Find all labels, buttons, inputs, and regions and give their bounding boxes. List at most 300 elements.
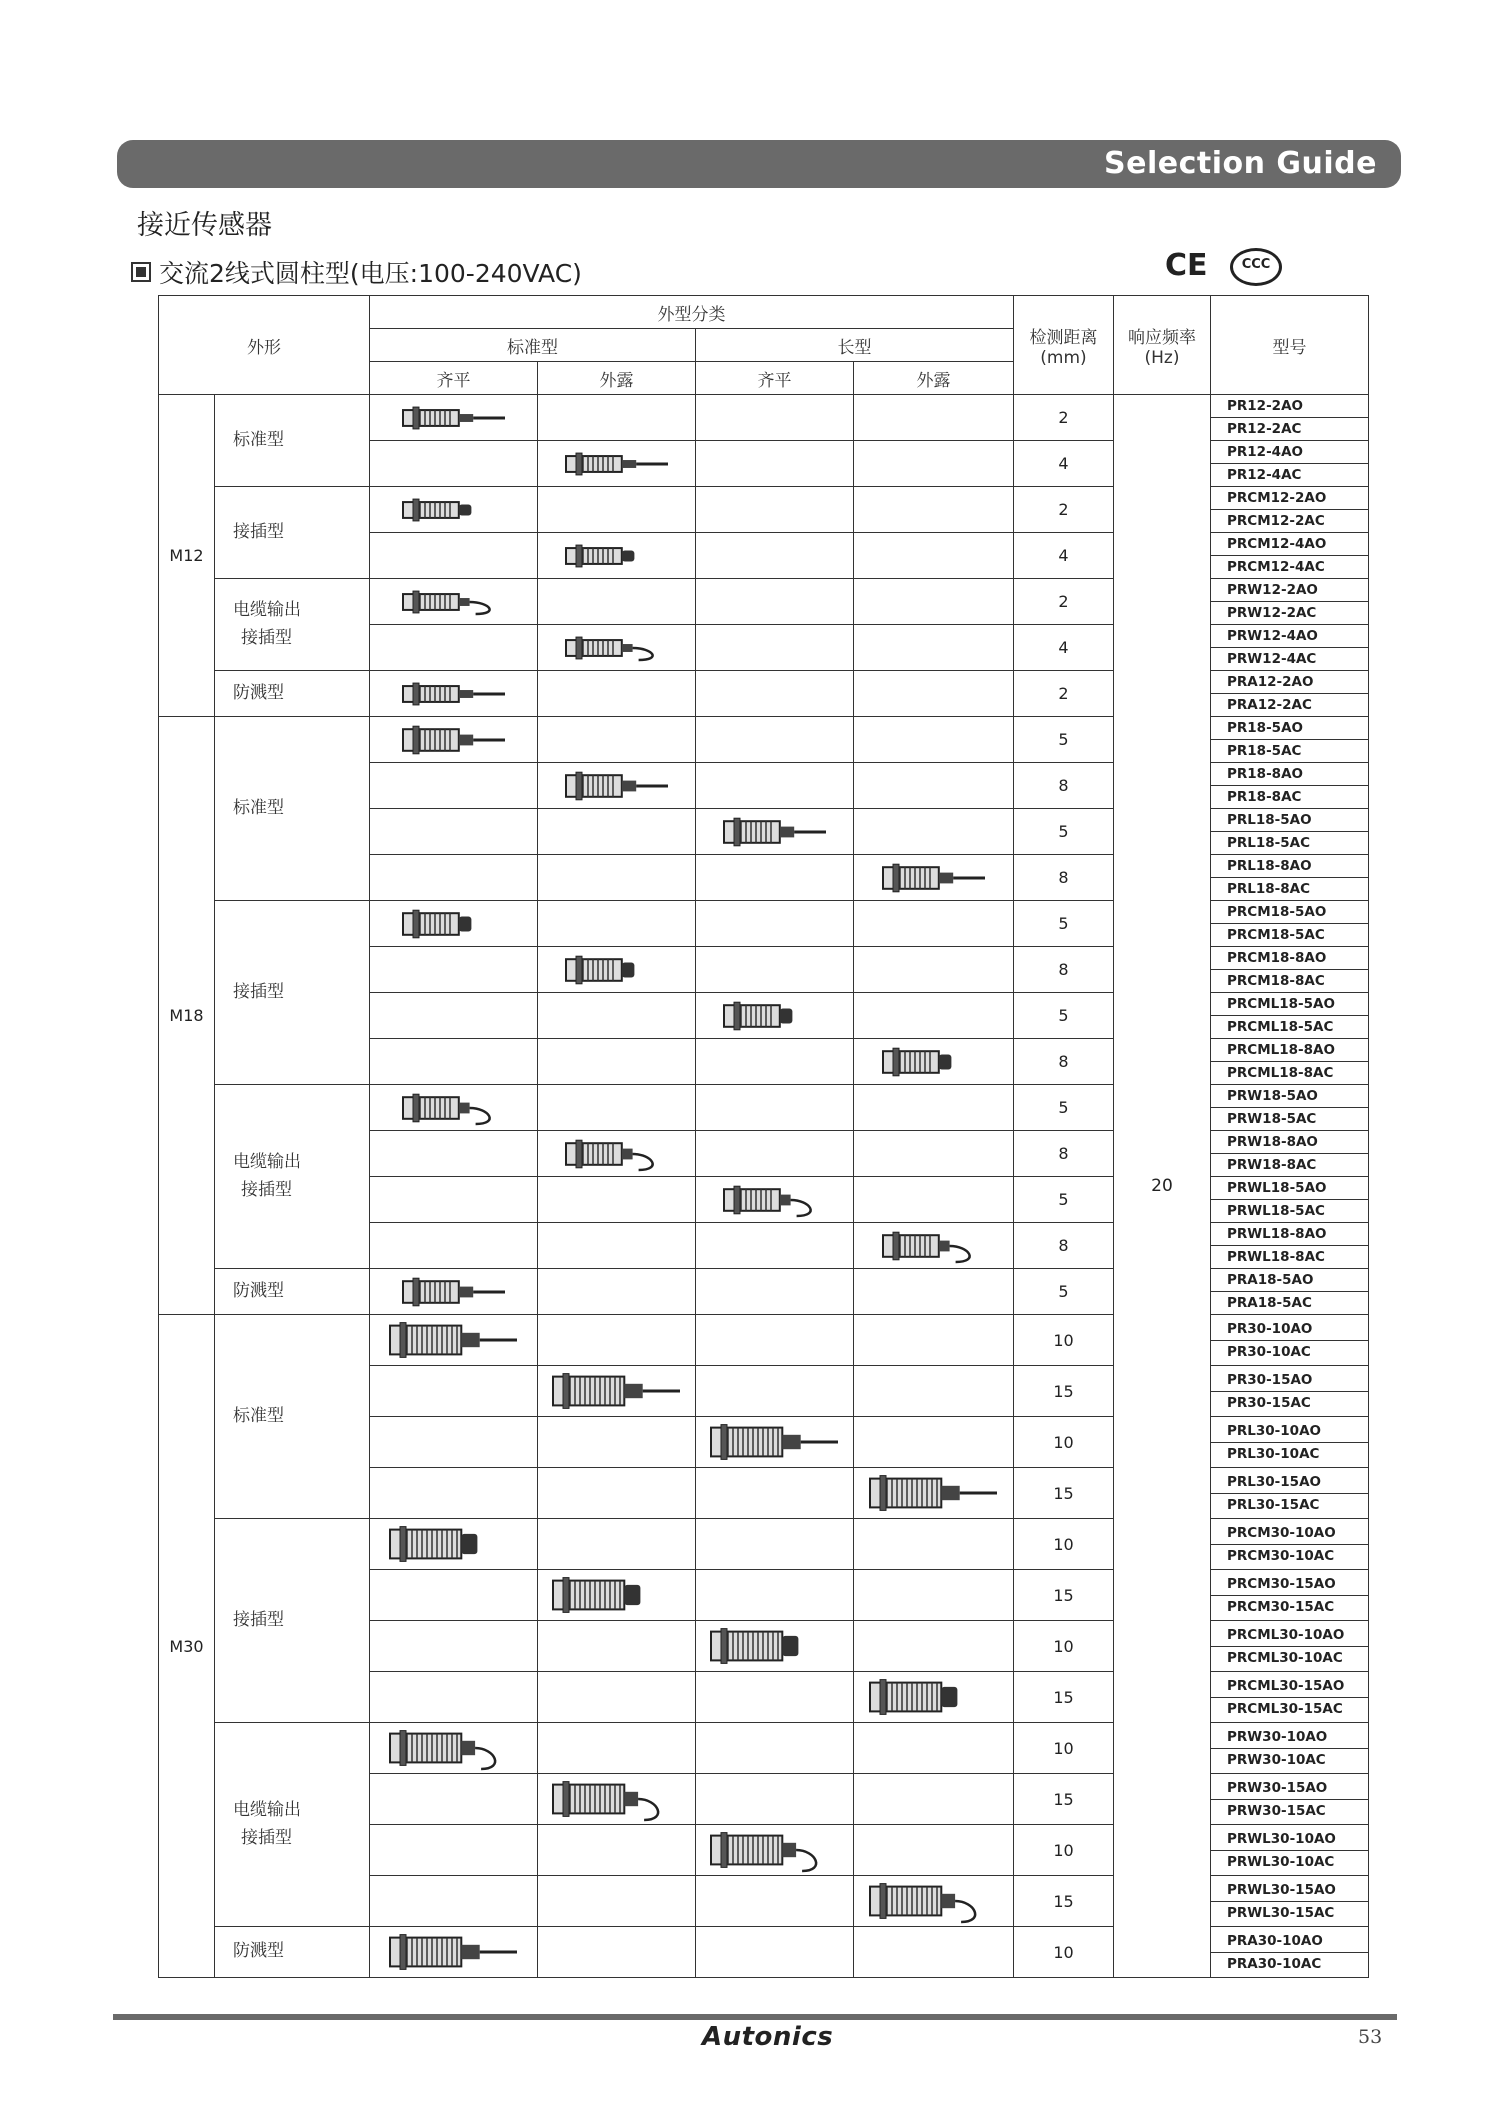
distance-value: 5 (1014, 993, 1114, 1039)
distance-value: 10 (1014, 1927, 1114, 1978)
distance-value: 10 (1014, 1825, 1114, 1876)
size-label: M18 (159, 717, 215, 1315)
model-ac: PRCML30-10AC (1227, 1649, 1343, 1666)
model-ac: PRCM30-10AC (1227, 1547, 1335, 1564)
empty-cell (854, 1570, 1014, 1621)
sensor-image (720, 996, 830, 1036)
empty-cell (854, 947, 1014, 993)
model-ac: PRWL30-15AC (1227, 1904, 1335, 1921)
model-ao: PRW30-10AO (1211, 1726, 1368, 1749)
model-ao: PRA18-5AO (1211, 1269, 1368, 1292)
empty-cell (696, 1223, 854, 1269)
category-label-line2: 接插型 (241, 627, 292, 648)
empty-cell (854, 1315, 1014, 1366)
distance-value: 10 (1014, 1315, 1114, 1366)
empty-cell (538, 855, 696, 901)
empty-cell (370, 993, 538, 1039)
header-long: 长型 (696, 329, 1014, 362)
model-ao: PRCM30-15AO (1211, 1573, 1368, 1596)
distance-value: 2 (1014, 487, 1114, 533)
sensor-image (562, 950, 672, 990)
model-ao: PR18-5AO (1211, 717, 1368, 740)
model-ao: PRCM18-5AO (1211, 901, 1368, 924)
distance-value: 5 (1014, 1269, 1114, 1315)
model-cell (1211, 717, 1369, 763)
empty-cell (696, 1927, 854, 1978)
model-ao: PRL30-15AO (1211, 1471, 1368, 1494)
distance-value: 5 (1014, 901, 1114, 947)
empty-cell (696, 1723, 854, 1774)
model-cell (1211, 1366, 1369, 1417)
distance-value: 5 (1014, 1177, 1114, 1223)
model-ac: PRW12-2AC (1227, 605, 1317, 621)
distance-value: 5 (1014, 1085, 1114, 1131)
empty-cell (854, 1927, 1014, 1978)
category-label-line1: 电缆输出 (233, 1800, 301, 1821)
sensor-cell (370, 579, 538, 625)
model-cell (1211, 1570, 1369, 1621)
sensor-cell (538, 441, 696, 487)
model-ac: PR12-4AC (1227, 467, 1302, 483)
empty-cell (696, 1039, 854, 1085)
sensor-image (399, 720, 509, 760)
model-ac: PRL18-5AC (1227, 835, 1311, 851)
empty-cell (854, 1519, 1014, 1570)
sensor-cell (854, 1876, 1014, 1927)
sensor-cell (696, 1177, 854, 1223)
sensor-cell (538, 533, 696, 579)
distance-value: 5 (1014, 809, 1114, 855)
empty-cell (370, 1223, 538, 1269)
distance-value: 15 (1014, 1876, 1114, 1927)
empty-cell (854, 763, 1014, 809)
brand-logo: Autonics (702, 2022, 834, 2052)
model-cell (1211, 625, 1369, 671)
model-ao: PRW12-2AO (1211, 579, 1368, 602)
table-row (159, 395, 1369, 441)
header-frequency-label: 响应频率 (1128, 327, 1196, 348)
empty-cell (370, 763, 538, 809)
model-cell (1211, 533, 1369, 579)
sensor-cell (538, 947, 696, 993)
sensor-image (866, 1468, 1001, 1518)
empty-cell (854, 579, 1014, 625)
empty-cell (854, 717, 1014, 763)
empty-cell (370, 1039, 538, 1085)
model-ac: PRCM30-15AC (1227, 1598, 1335, 1615)
empty-cell (538, 671, 696, 717)
header-shape: 外形 (159, 296, 370, 395)
sensor-image (549, 1366, 684, 1416)
sensor-cell (854, 1672, 1014, 1723)
sensor-image (707, 1621, 842, 1671)
category-label-line2: 接插型 (241, 1827, 292, 1848)
empty-cell (370, 625, 538, 671)
empty-cell (696, 1315, 854, 1366)
header-classification: 外型分类 (370, 296, 1014, 329)
empty-cell (538, 1876, 696, 1927)
empty-cell (538, 487, 696, 533)
model-ao: PRCM12-2AO (1211, 487, 1368, 510)
model-ac: PRWL18-8AC (1227, 1249, 1325, 1265)
model-ac: PRCML30-15AC (1227, 1700, 1343, 1717)
empty-cell (696, 487, 854, 533)
distance-value: 8 (1014, 947, 1114, 993)
model-cell (1211, 947, 1369, 993)
empty-cell (696, 763, 854, 809)
sensor-cell (538, 1570, 696, 1621)
section-heading-text: 交流2线式圆柱型(电压:100-240VAC) (159, 259, 582, 288)
empty-cell (696, 625, 854, 671)
empty-cell (538, 1269, 696, 1315)
model-ac: PRCM18-8AC (1227, 973, 1325, 989)
header-standard: 标准型 (370, 329, 696, 362)
sensor-image (386, 1927, 521, 1977)
page-number: 53 (1358, 2026, 1383, 2048)
model-ac: PR30-10AC (1227, 1343, 1311, 1360)
model-ao: PRA12-2AO (1211, 671, 1368, 694)
empty-cell (538, 809, 696, 855)
sensor-cell (370, 1315, 538, 1366)
model-ac: PRL18-8AC (1227, 881, 1311, 897)
ccc-mark-icon: CCC (1230, 248, 1282, 286)
distance-value: 15 (1014, 1774, 1114, 1825)
model-cell (1211, 809, 1369, 855)
model-ac: PRW18-8AC (1227, 1157, 1317, 1173)
empty-cell (696, 1672, 854, 1723)
model-ao: PR18-8AO (1211, 763, 1368, 786)
empty-cell (370, 1468, 538, 1519)
model-cell (1211, 1039, 1369, 1085)
sensor-image (386, 1519, 521, 1569)
empty-cell (538, 1825, 696, 1876)
model-ac: PRCML18-8AC (1227, 1065, 1334, 1081)
distance-value: 4 (1014, 441, 1114, 487)
empty-cell (696, 1876, 854, 1927)
square-bullet-icon (131, 262, 151, 282)
empty-cell (370, 1825, 538, 1876)
model-cell (1211, 1468, 1369, 1519)
empty-cell (538, 579, 696, 625)
header-frequency (1114, 296, 1211, 395)
category-explosion: 防溅型 (215, 671, 370, 717)
category-cable-connector (215, 1085, 370, 1269)
empty-cell (854, 487, 1014, 533)
model-ao: PRWL30-15AO (1211, 1879, 1368, 1902)
model-ao: PR12-2AO (1211, 395, 1368, 418)
model-cell (1211, 1131, 1369, 1177)
model-ac: PRWL30-10AC (1227, 1853, 1335, 1870)
model-ac: PRA18-5AC (1227, 1295, 1312, 1311)
model-ac: PRCM12-4AC (1227, 559, 1325, 575)
model-ao: PRWL18-5AO (1211, 1177, 1368, 1200)
size-label: M12 (159, 395, 215, 717)
model-ac: PRCM18-5AC (1227, 927, 1325, 943)
header-standard-flush: 齐平 (370, 362, 538, 395)
model-cell (1211, 1223, 1369, 1269)
distance-value: 8 (1014, 855, 1114, 901)
sensor-cell (370, 901, 538, 947)
section-heading (131, 254, 582, 290)
sensor-cell (854, 1468, 1014, 1519)
empty-cell (854, 1366, 1014, 1417)
empty-cell (854, 625, 1014, 671)
model-ao: PRCM12-4AO (1211, 533, 1368, 556)
sensor-cell (370, 717, 538, 763)
category-label-line2: 接插型 (241, 1179, 292, 1200)
sensor-image (720, 812, 830, 852)
model-cell (1211, 855, 1369, 901)
model-cell (1211, 1315, 1369, 1366)
model-cell (1211, 671, 1369, 717)
distance-value: 15 (1014, 1468, 1114, 1519)
empty-cell (854, 1085, 1014, 1131)
sensor-image (720, 1180, 830, 1220)
sensor-cell (370, 487, 538, 533)
header-long-nonflush: 外露 (854, 362, 1014, 395)
empty-cell (538, 1519, 696, 1570)
model-ac: PRW12-4AC (1227, 651, 1317, 667)
frequency-value: 20 (1114, 395, 1211, 1978)
sensor-image (399, 1088, 509, 1128)
sensor-cell (696, 1417, 854, 1468)
empty-cell (854, 1774, 1014, 1825)
empty-cell (370, 1131, 538, 1177)
sensor-image (866, 1876, 1001, 1926)
empty-cell (370, 441, 538, 487)
model-ao: PRW18-8AO (1211, 1131, 1368, 1154)
model-cell (1211, 1774, 1369, 1825)
sensor-cell (854, 855, 1014, 901)
category-label-line1: 电缆输出 (233, 1152, 301, 1173)
empty-cell (370, 855, 538, 901)
empty-cell (370, 1621, 538, 1672)
empty-cell (854, 993, 1014, 1039)
model-ao: PRL18-8AO (1211, 855, 1368, 878)
header-distance-label: 检测距离 (1029, 327, 1098, 348)
model-ao: PRW18-5AO (1211, 1085, 1368, 1108)
model-cell (1211, 1519, 1369, 1570)
empty-cell (538, 1315, 696, 1366)
model-cell (1211, 1723, 1369, 1774)
empty-cell (696, 671, 854, 717)
empty-cell (696, 395, 854, 441)
distance-value: 2 (1014, 671, 1114, 717)
distance-value: 10 (1014, 1417, 1114, 1468)
model-cell (1211, 579, 1369, 625)
empty-cell (696, 947, 854, 993)
model-ao: PRA30-10AO (1211, 1930, 1368, 1953)
sensor-image (399, 678, 509, 710)
sensor-cell (854, 1223, 1014, 1269)
model-ao: PR30-15AO (1211, 1369, 1368, 1392)
model-ac: PR18-5AC (1227, 743, 1302, 759)
empty-cell (854, 1269, 1014, 1315)
sensor-image (386, 1315, 521, 1365)
category-standard: 标准型 (215, 395, 370, 487)
size-label: M30 (159, 1315, 215, 1978)
distance-value: 15 (1014, 1672, 1114, 1723)
ce-mark-icon: CE (1165, 248, 1208, 283)
model-ao: PRL30-10AO (1211, 1420, 1368, 1443)
model-cell (1211, 1269, 1369, 1315)
model-ac: PRL30-10AC (1227, 1445, 1320, 1462)
model-ac: PR18-8AC (1227, 789, 1302, 805)
header-long-flush: 齐平 (696, 362, 854, 395)
distance-value: 2 (1014, 579, 1114, 625)
model-ao: PRWL30-10AO (1211, 1828, 1368, 1851)
sensor-image (399, 904, 509, 944)
sensor-cell (854, 1039, 1014, 1085)
sensor-cell (370, 1085, 538, 1131)
empty-cell (696, 1570, 854, 1621)
empty-cell (370, 1774, 538, 1825)
category-connector: 接插型 (215, 1519, 370, 1723)
model-ac: PRL30-15AC (1227, 1496, 1320, 1513)
sensor-image (562, 1134, 672, 1174)
sensor-cell (370, 1519, 538, 1570)
sensor-cell (696, 1621, 854, 1672)
empty-cell (696, 1085, 854, 1131)
model-cell (1211, 1621, 1369, 1672)
empty-cell (538, 1468, 696, 1519)
empty-cell (854, 441, 1014, 487)
model-ac: PR12-2AC (1227, 421, 1302, 437)
empty-cell (370, 1876, 538, 1927)
selection-table (158, 295, 1369, 1978)
empty-cell (370, 809, 538, 855)
empty-cell (538, 1223, 696, 1269)
model-ao: PRCML18-5AO (1211, 993, 1368, 1016)
empty-cell (854, 1723, 1014, 1774)
empty-cell (538, 1672, 696, 1723)
model-cell (1211, 1825, 1369, 1876)
empty-cell (854, 1177, 1014, 1223)
sensor-image (399, 402, 509, 434)
distance-value: 8 (1014, 1223, 1114, 1269)
sensor-cell (696, 1825, 854, 1876)
empty-cell (538, 1417, 696, 1468)
model-cell (1211, 487, 1369, 533)
empty-cell (370, 1366, 538, 1417)
model-ao: PRWL18-8AO (1211, 1223, 1368, 1246)
sensor-image (562, 632, 672, 664)
model-ao: PR30-10AO (1211, 1318, 1368, 1341)
model-cell (1211, 441, 1369, 487)
sensor-image (562, 540, 672, 572)
sensor-cell (538, 1131, 696, 1177)
model-ac: PRW30-10AC (1227, 1751, 1326, 1768)
empty-cell (696, 717, 854, 763)
sensor-cell (538, 763, 696, 809)
empty-cell (370, 1177, 538, 1223)
empty-cell (854, 1131, 1014, 1177)
model-ac: PRCM12-2AC (1227, 513, 1325, 529)
empty-cell (854, 809, 1014, 855)
empty-cell (854, 395, 1014, 441)
model-ao: PRCML30-15AO (1211, 1675, 1368, 1698)
empty-cell (538, 1621, 696, 1672)
model-cell (1211, 1085, 1369, 1131)
model-ao: PRCML30-10AO (1211, 1624, 1368, 1647)
header-model: 型号 (1211, 296, 1369, 395)
category-standard: 标准型 (215, 717, 370, 901)
empty-cell (370, 533, 538, 579)
empty-cell (370, 1672, 538, 1723)
sensor-image (879, 1226, 989, 1266)
empty-cell (370, 1417, 538, 1468)
distance-value: 10 (1014, 1621, 1114, 1672)
sensor-image (879, 858, 989, 898)
model-ao: PRW12-4AO (1211, 625, 1368, 648)
sensor-image (399, 494, 509, 526)
category-cable-connector (215, 579, 370, 671)
distance-value: 15 (1014, 1570, 1114, 1621)
sensor-image (549, 1570, 684, 1620)
model-ac: PRCML18-5AC (1227, 1019, 1334, 1035)
sensor-cell (370, 1269, 538, 1315)
model-cell (1211, 1177, 1369, 1223)
model-ao: PRCML18-8AO (1211, 1039, 1368, 1062)
model-ac: PRA12-2AC (1227, 697, 1312, 713)
sensor-image (707, 1417, 842, 1467)
category-connector: 接插型 (215, 901, 370, 1085)
category-explosion: 防溅型 (215, 1269, 370, 1315)
model-cell (1211, 1927, 1369, 1978)
selection-guide-banner (117, 140, 1401, 188)
empty-cell (538, 1039, 696, 1085)
empty-cell (696, 1468, 854, 1519)
model-cell (1211, 763, 1369, 809)
empty-cell (854, 1825, 1014, 1876)
model-ao: PRL18-5AO (1211, 809, 1368, 832)
empty-cell (696, 1131, 854, 1177)
model-ao: PRW30-15AO (1211, 1777, 1368, 1800)
empty-cell (538, 395, 696, 441)
empty-cell (696, 901, 854, 947)
sensor-image (879, 1042, 989, 1082)
category-label-line1: 电缆输出 (233, 600, 301, 621)
page-title: 接近传感器 (137, 210, 272, 241)
model-ac: PRW30-15AC (1227, 1802, 1326, 1819)
sensor-cell (538, 1366, 696, 1417)
model-cell (1211, 993, 1369, 1039)
sensor-cell (370, 395, 538, 441)
category-explosion: 防溅型 (215, 1927, 370, 1978)
sensor-image (562, 766, 672, 806)
distance-value: 8 (1014, 1039, 1114, 1085)
empty-cell (538, 993, 696, 1039)
empty-cell (696, 441, 854, 487)
distance-value: 2 (1014, 395, 1114, 441)
header-distance-unit: (mm) (1040, 347, 1087, 368)
distance-value: 8 (1014, 763, 1114, 809)
model-ac: PRWL18-5AC (1227, 1203, 1325, 1219)
sensor-image (386, 1723, 521, 1773)
sensor-image (549, 1774, 684, 1824)
empty-cell (696, 1269, 854, 1315)
model-cell (1211, 901, 1369, 947)
category-connector: 接插型 (215, 487, 370, 579)
sensor-image (707, 1825, 842, 1875)
category-standard: 标准型 (215, 1315, 370, 1519)
sensor-cell (370, 671, 538, 717)
empty-cell (696, 1519, 854, 1570)
empty-cell (538, 1927, 696, 1978)
distance-value: 8 (1014, 1131, 1114, 1177)
sensor-cell (370, 1723, 538, 1774)
sensor-cell (538, 1774, 696, 1825)
